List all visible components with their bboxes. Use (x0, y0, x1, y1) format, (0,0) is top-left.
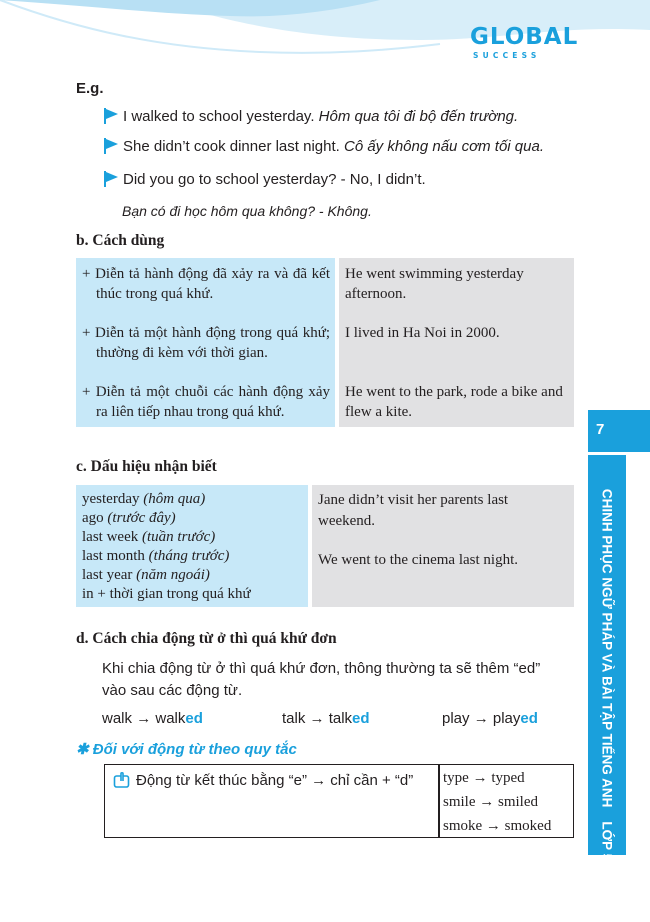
sidebar-band (588, 455, 626, 912)
usage-table (76, 258, 574, 427)
signal-meaning: (tháng trước) (148, 548, 230, 564)
sidebar-vertical-text (600, 489, 615, 911)
usage-example-cell: He went swimming yesterday afternoon. (335, 258, 574, 309)
signal-item (82, 509, 304, 528)
table-row (76, 368, 574, 427)
table-row (76, 258, 574, 309)
example-1 (104, 108, 518, 125)
usage-cell (76, 368, 335, 427)
signal-example: Jane didn’t visit her parents last weekend. (318, 492, 509, 529)
signal-item (82, 528, 304, 547)
signal-example: We went to the cinema last night. (318, 552, 518, 568)
usage-text: + Diễn tả hành động đã xảy ra và đã kết thúc trong quá khứ. (82, 266, 330, 302)
example-3-en: Did you go to school yesterday? - No, I didn’t. (123, 171, 426, 188)
logo-main-text: GLOBAL (470, 24, 579, 50)
verb-suffix: ed (185, 710, 203, 727)
regular-verbs-heading (76, 740, 297, 758)
verb-base: talk (282, 710, 306, 727)
verb-stem: talk (328, 710, 353, 727)
book-title: CHINH PHỤC NGỮ PHÁP VÀ BÀI TẬP TIẾNG ANH (599, 488, 615, 808)
table-row (76, 485, 574, 607)
usage-cell (76, 309, 335, 368)
usage-text: + Diễn tả một chuỗi các hành động xảy ra liên tiếp nhau trong quá khứ. (82, 384, 330, 420)
page-number: 7 (596, 421, 605, 438)
flag-icon (104, 108, 118, 124)
signal-meaning: (hôm qua) (143, 491, 206, 507)
example-2-en: She didn’t cook dinner last night. (123, 138, 340, 155)
section-d-title: d. Cách chia động từ ở thì quá khứ đơn (76, 630, 337, 647)
usage-cell (76, 258, 335, 309)
verb-base: walk (102, 710, 133, 727)
arrow: → (309, 710, 325, 727)
arrow: → (136, 710, 152, 727)
sidebar-tab (588, 410, 650, 912)
signal-word: last month (82, 548, 145, 564)
eg-label: E.g. (76, 80, 104, 97)
example-1-en: I walked to school yesterday. (123, 108, 315, 125)
verb-suffix: ed (352, 710, 370, 727)
signal-word: last year (82, 567, 133, 583)
arrow: → (473, 710, 489, 727)
signal-word: in + thời gian trong quá khứ (82, 586, 251, 602)
signal-word: yesterday (82, 491, 140, 507)
verb-stem: play (492, 710, 521, 727)
grade-label: LỚP 5 - TẬP 2 (599, 821, 615, 912)
section-d-paragraph-line-2: vào sau các động từ. (102, 682, 243, 699)
verb-stem: walk (155, 710, 186, 727)
example-1-vi: Hôm qua tôi đi bộ đến trường. (318, 108, 519, 125)
regular-verbs-title: Đối với động từ theo quy tắc (92, 741, 297, 758)
signal-word: last week (82, 529, 139, 545)
usage-text: + Diễn tả một hành động trong quá khứ; thường đi kèm với thời gian. (82, 325, 330, 361)
signal-meaning: (năm ngoái) (136, 567, 210, 583)
signal-words-cell (76, 485, 308, 607)
signal-meaning: (trước đây) (107, 510, 176, 526)
section-b-title: b. Cách dùng (76, 232, 165, 249)
flag-icon (104, 138, 118, 154)
table-row (76, 309, 574, 368)
rule-table (104, 764, 574, 838)
pointing-hand-icon (113, 771, 131, 789)
example-3-translation: Bạn có đi học hôm qua không? - Không. (122, 203, 372, 219)
signal-examples-cell (308, 485, 574, 607)
rule-table-divider (438, 765, 440, 837)
rule-example: smile → smiled (443, 794, 538, 810)
signal-item (82, 547, 304, 566)
usage-example-cell: I lived in Ha Noi in 2000. (335, 309, 574, 368)
logo-sub-text: SUCCESS (473, 51, 541, 60)
verb-example-play (442, 710, 538, 727)
signal-item (82, 566, 304, 585)
rule-example: type → typed (443, 770, 525, 786)
page-number-box (588, 410, 650, 452)
verb-base: play (442, 710, 470, 727)
section-d-paragraph-line-1: Khi chia động từ ở thì quá khứ đơn, thông thường ta sẽ thêm “ed” (102, 660, 541, 677)
usage-example-cell: He went to the park, rode a bike and flew a kite. (335, 368, 574, 427)
signal-meaning: (tuần trước) (141, 529, 216, 545)
signal-item (82, 490, 304, 509)
star-icon: ✱ (76, 741, 89, 758)
verb-example-talk (282, 710, 370, 727)
signal-word: ago (82, 510, 104, 526)
rule-text: Động từ kết thúc bằng “e” → chỉ cần + “d” (136, 772, 414, 789)
global-success-logo (470, 24, 579, 70)
example-2 (104, 138, 544, 155)
verb-suffix: ed (520, 710, 538, 727)
signal-words-table (76, 485, 574, 607)
example-2-vi: Cô ấy không nấu cơm tối qua. (343, 138, 545, 155)
flag-icon (104, 171, 118, 187)
rule-example: smoke → smoked (443, 818, 552, 834)
example-3 (104, 171, 426, 188)
section-c-title: c. Dấu hiệu nhận biết (76, 458, 217, 475)
verb-example-walk (102, 710, 203, 727)
signal-item (82, 585, 304, 604)
